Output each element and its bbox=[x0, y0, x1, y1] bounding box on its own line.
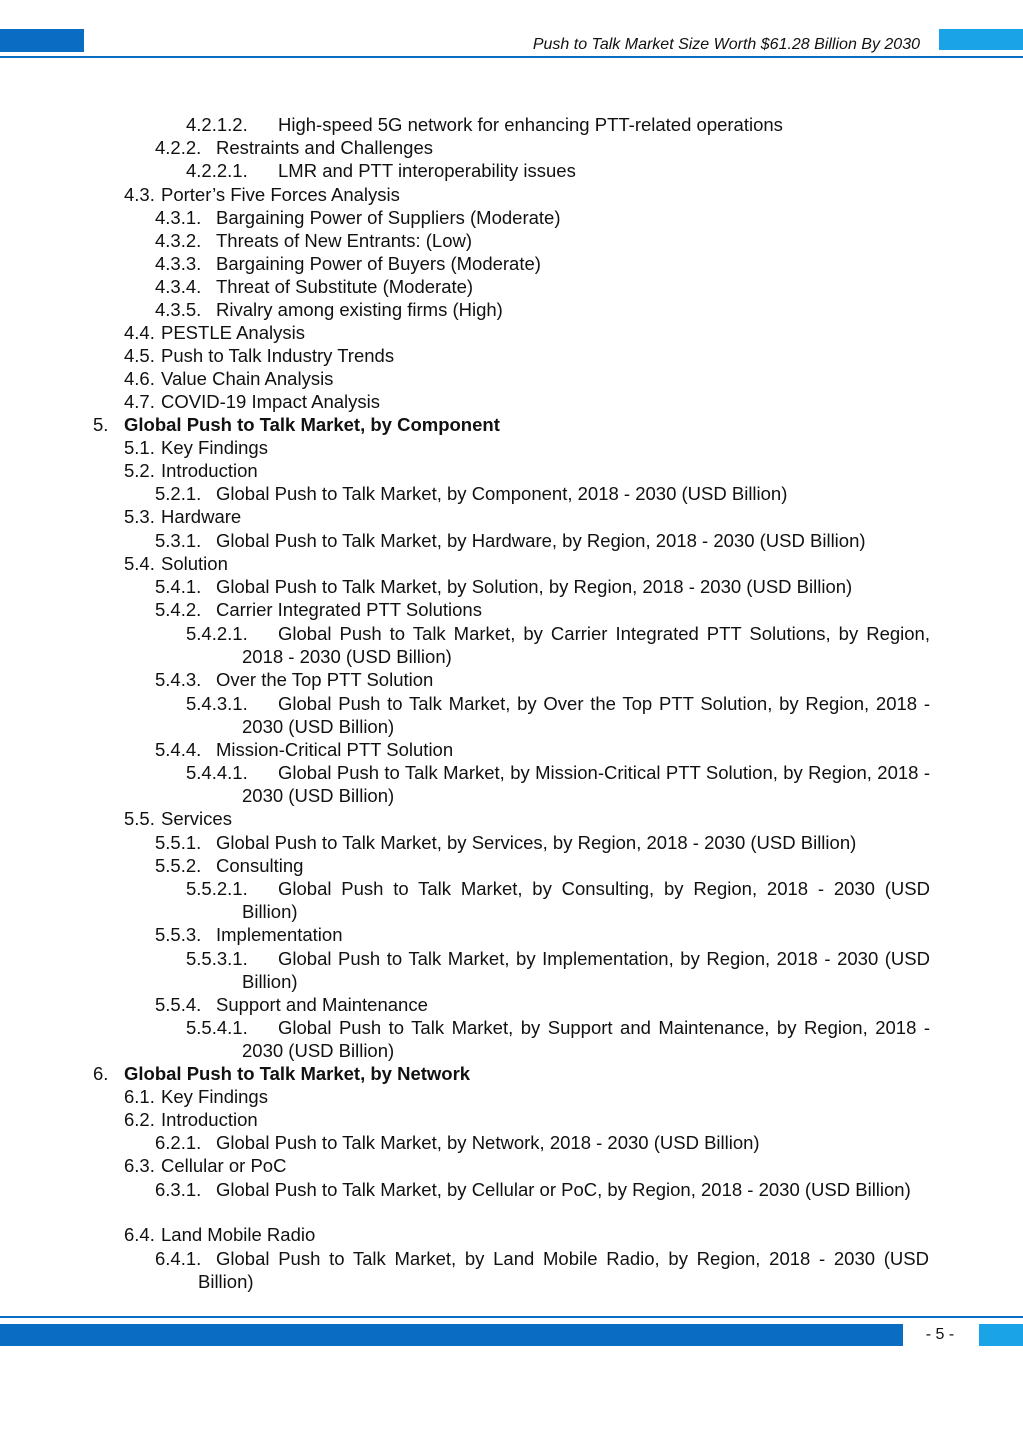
toc-entry-number: 4.7. bbox=[124, 391, 155, 412]
toc-entry-title: Solution bbox=[161, 553, 228, 574]
toc-entry-number: 4.4. bbox=[124, 322, 155, 343]
toc-entry-title: Global Push to Talk Market, by Network bbox=[124, 1063, 471, 1084]
toc-entry-title: Threats of New Entrants: (Low) bbox=[216, 230, 473, 251]
toc-entry-title: Global Push to Talk Market, by Implementation, by Region, 2018 - 2030 (USD Billion) bbox=[242, 948, 930, 992]
toc-entry-number: 4.3.2. bbox=[155, 230, 202, 251]
toc-entry-number: 5.4.4.1. bbox=[186, 762, 248, 783]
toc-entry-number: 5.5.3.1. bbox=[186, 948, 248, 969]
toc-entry-number: 5.4.4. bbox=[155, 739, 202, 760]
toc-entry-number: 6.2. bbox=[124, 1109, 155, 1130]
toc-entry-number: 5.5.4. bbox=[155, 994, 202, 1015]
toc-entry-number: 4.2.2. bbox=[155, 137, 202, 158]
toc-entry-number: 5.4.2.1. bbox=[186, 623, 248, 644]
header-rule bbox=[0, 56, 1023, 58]
toc-entry-number: 6. bbox=[93, 1063, 109, 1084]
toc-entry-title: Global Push to Talk Market, by Solution, by Region, 2018 - 2030 (USD Billion) bbox=[216, 576, 853, 597]
toc-entry-number: 5.5.2.1. bbox=[186, 878, 248, 899]
toc-entry-title: Global Push to Talk Market, by Component, 2018 - 2030 (USD Billion) bbox=[216, 483, 788, 504]
page-number: - 5 - bbox=[925, 1326, 955, 1343]
toc-entry-number: 5.5.1. bbox=[155, 832, 202, 853]
footer-accent-bar bbox=[0, 1324, 903, 1346]
toc-entry-number: 4.2.2.1. bbox=[186, 160, 248, 181]
toc-entry-number: 5.1. bbox=[124, 437, 155, 458]
toc-entry-number: 5.4.3.1. bbox=[186, 693, 248, 714]
toc-entry-title: Rivalry among existing firms (High) bbox=[216, 299, 503, 320]
toc-entry-title: Global Push to Talk Market, by Component bbox=[124, 414, 500, 435]
toc-entry-title: Key Findings bbox=[161, 1086, 268, 1107]
header-accent-right bbox=[939, 29, 1023, 50]
toc-entry-number: 5.5.2. bbox=[155, 855, 202, 876]
toc-entry-title: LMR and PTT interoperability issues bbox=[278, 160, 576, 181]
toc-entry-title: Global Push to Talk Market, by Carrier Integrated PTT Solutions, by Region, 2018 - 2030 (USD Billion) bbox=[242, 623, 930, 667]
toc-entry-title: Introduction bbox=[161, 1109, 258, 1130]
toc-entry-title: Cellular or PoC bbox=[161, 1155, 287, 1176]
toc-entry-number: 4.3.5. bbox=[155, 299, 202, 320]
toc-entry-title: Key Findings bbox=[161, 437, 268, 458]
toc-entry-number: 4.3.4. bbox=[155, 276, 202, 297]
toc-entry-title: PESTLE Analysis bbox=[161, 322, 305, 343]
toc-entry-title: Implementation bbox=[216, 924, 343, 945]
toc-entry-number: 5.5.3. bbox=[155, 924, 202, 945]
toc-entry-number: 4.3.1. bbox=[155, 207, 202, 228]
toc-entry-number: 4.6. bbox=[124, 368, 155, 389]
toc-entry-number: 5.4.1. bbox=[155, 576, 202, 597]
toc-entry-title: High-speed 5G network for enhancing PTT-related operations bbox=[278, 114, 783, 135]
toc-entry-number: 6.3. bbox=[124, 1155, 155, 1176]
toc-entry-title: Support and Maintenance bbox=[216, 994, 428, 1015]
toc-entry-title: Global Push to Talk Market, by Hardware, by Region, 2018 - 2030 (USD Billion) bbox=[216, 530, 866, 551]
toc-entry-title: Consulting bbox=[216, 855, 304, 876]
toc-entry-number: 5.3. bbox=[124, 506, 155, 527]
toc-entry-number: 5.2. bbox=[124, 460, 155, 481]
toc-entry-title: Global Push to Talk Market, by Mission-Critical PTT Solution, by Region, 2018 - 2030 (USD Billion) bbox=[242, 762, 930, 806]
toc-entry-title: Over the Top PTT Solution bbox=[216, 669, 434, 690]
toc-entry-title: Introduction bbox=[161, 460, 258, 481]
toc-entry-number: 4.3.3. bbox=[155, 253, 202, 274]
toc-entry-number: 5.2.1. bbox=[155, 483, 202, 504]
toc-entry-title: COVID-19 Impact Analysis bbox=[161, 391, 380, 412]
toc-entry-title: Global Push to Talk Market, by Over the Top PTT Solution, by Region, 2018 - 2030 (USD Billion) bbox=[242, 693, 930, 737]
toc-entry-number: 4.5. bbox=[124, 345, 155, 366]
toc-entry-number: 5.4.3. bbox=[155, 669, 202, 690]
toc-entry-title: Land Mobile Radio bbox=[161, 1224, 316, 1245]
toc-entry-number: 6.1. bbox=[124, 1086, 155, 1107]
toc-entry-number: 6.3.1. bbox=[155, 1179, 202, 1200]
toc-entry-title: Hardware bbox=[161, 506, 242, 527]
toc-entry-title: Global Push to Talk Market, by Cellular or PoC, by Region, 2018 - 2030 (USD Billion) bbox=[216, 1179, 911, 1200]
toc-entry-number: 5.3.1. bbox=[155, 530, 202, 551]
toc-entry-title: Services bbox=[161, 808, 232, 829]
toc-entry-title: Global Push to Talk Market, by Support and Maintenance, by Region, 2018 - 2030 (USD Billion) bbox=[242, 1017, 930, 1061]
toc-entry-number: 5.4. bbox=[124, 553, 155, 574]
toc-entry-number: 5. bbox=[93, 414, 109, 435]
toc-entry-title: Push to Talk Industry Trends bbox=[161, 345, 395, 366]
toc-entry-title: Porter’s Five Forces Analysis bbox=[161, 184, 400, 205]
toc-entry-number: 4.2.1.2. bbox=[186, 114, 248, 135]
footer-accent-right bbox=[979, 1324, 1023, 1346]
toc-entry-number: 6.4. bbox=[124, 1224, 155, 1245]
toc-entry-title: Bargaining Power of Suppliers (Moderate) bbox=[216, 207, 561, 228]
toc-entry-title: Global Push to Talk Market, by Services, by Region, 2018 - 2030 (USD Billion) bbox=[216, 832, 857, 853]
toc-entry-title: Bargaining Power of Buyers (Moderate) bbox=[216, 253, 541, 274]
toc-entry-number: 4.3. bbox=[124, 184, 155, 205]
toc-entry-number: 6.2.1. bbox=[155, 1132, 202, 1153]
toc-entry-title: Global Push to Talk Market, by Network, 2018 - 2030 (USD Billion) bbox=[216, 1132, 760, 1153]
header-accent-left bbox=[0, 29, 84, 52]
toc-entry-number: 6.4.1. bbox=[155, 1248, 202, 1269]
footer-rule bbox=[0, 1316, 1023, 1318]
header-title: Push to Talk Market Size Worth $61.28 Billion By 2030 bbox=[532, 36, 920, 53]
toc-entry-title: Global Push to Talk Market, by Consulting, by Region, 2018 - 2030 (USD Billion) bbox=[242, 878, 930, 922]
toc-entry-title: Global Push to Talk Market, by Land Mobile Radio, by Region, 2018 - 2030 (USD Billion) bbox=[198, 1248, 929, 1292]
toc-entry-title: Mission-Critical PTT Solution bbox=[216, 739, 454, 760]
toc-entry-title: Value Chain Analysis bbox=[161, 368, 334, 389]
toc-entry-title: Carrier Integrated PTT Solutions bbox=[216, 599, 482, 620]
toc-entry-title: Restraints and Challenges bbox=[216, 137, 433, 158]
toc-entry-number: 5.5.4.1. bbox=[186, 1017, 248, 1038]
toc-entry-number: 5.4.2. bbox=[155, 599, 202, 620]
toc-entry-title: Threat of Substitute (Moderate) bbox=[216, 276, 474, 297]
toc-entry-number: 5.5. bbox=[124, 808, 155, 829]
